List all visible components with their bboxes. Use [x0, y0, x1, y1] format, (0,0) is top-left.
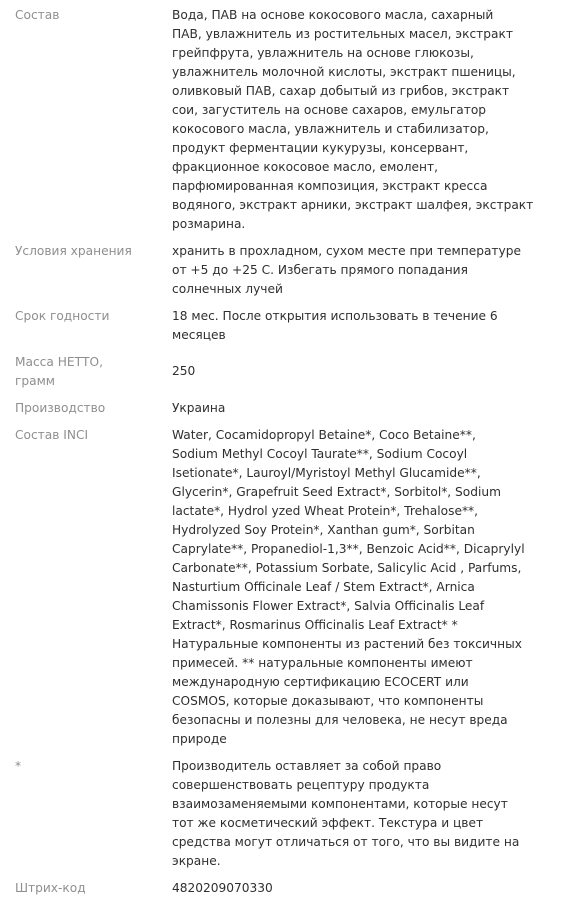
- spec-label-storage: Условия хранения: [15, 244, 132, 258]
- spec-label-inci: Состав INCI: [15, 428, 89, 442]
- spec-value-composition: Вода, ПАВ на основе кокосового масла, сахарный ПАВ, увлажнитель из ростительных масел, экстракт грейпфрута, увлажнитель на основе глюкозы, увлажнитель молочной кислоты, экстракт пшеницы, оливковый ПАВ, сахар добытый из грибов, экстракт сои, загуститель на основе сахаров, емульгатор кокосового масла, увлажнитель и стабилизатор, продукт ферментации кукурузы, консервант, фракционное кокосовое масло, емолент, парфюмированная композиция, экстракт кресса водяного, экстракт арники, экстракт шалфея, экстракт розмарина.: [172, 8, 534, 231]
- spec-label-shelf-life: Срок годности: [15, 309, 110, 323]
- spec-label-composition: Состав: [15, 8, 60, 22]
- spec-label-manufacture: Производство: [15, 401, 106, 415]
- spec-value-inci: Water, Cocamidopropyl Betaine*, Coco Betaine**, Sodium Methyl Cocoyl Taurate**, Sodium Cocoyl Isetionate*, Lauroyl/Myristoyl Methyl Glucamide**, Glycerin*, Grapefruit Seed Extract*, Sorbitol*, Sodium lactate*, Hydrol yzed Wheat Protein*, Trehalose**, Hydrolyzed Soy Protein*, Xanthan gum*, Sorbitan Caprylate**, Propanediol-1,3**, Benzoic Acid**, Dicaprylyl Carbonate**, Potassium Sorbate, Salicylic Acid , Parfums, Nasturtium Officinale Leaf / Stem Extract*, Arnica Chamissonis Flower Extract*, Salvia Officinalis Leaf Extract*, Rosmarinus Officinalis Leaf Extract* * Натуральные компоненты из растений без токсичных примесей. ** натуральные компоненты имеют международную сертификацию ECOCERT или COSMOS, которые доказывают, что компоненты безопасны и полезны для человека, не несут вреда природе: [172, 428, 525, 746]
- spec-label-net-weight: Масса НЕТТО, грамм: [15, 355, 103, 388]
- spec-value-manufacture: Украина: [172, 401, 226, 415]
- spec-label-footnote: *: [15, 759, 22, 773]
- spec-value-storage: хранить в прохладном, сухом месте при температуре от +5 до +25 С. Избегать прямого попадания солнечных лучей: [172, 244, 521, 296]
- spec-value-barcode: 4820209070330: [172, 881, 273, 895]
- spec-value-footnote: Производитель оставляет за собой право совершенствовать рецептуру продукта взаимозаменяемыми компонентами, которые несут тот же косметический эффект. Текстура и цвет средства могут отличаться от того, что вы видите на экране.: [172, 759, 520, 868]
- spec-label-barcode: Штрих-код: [15, 881, 86, 895]
- spec-value-net-weight: 250: [172, 364, 196, 378]
- spec-value-shelf-life: 18 мес. После открытия использовать в течение 6 месяцев: [172, 309, 498, 342]
